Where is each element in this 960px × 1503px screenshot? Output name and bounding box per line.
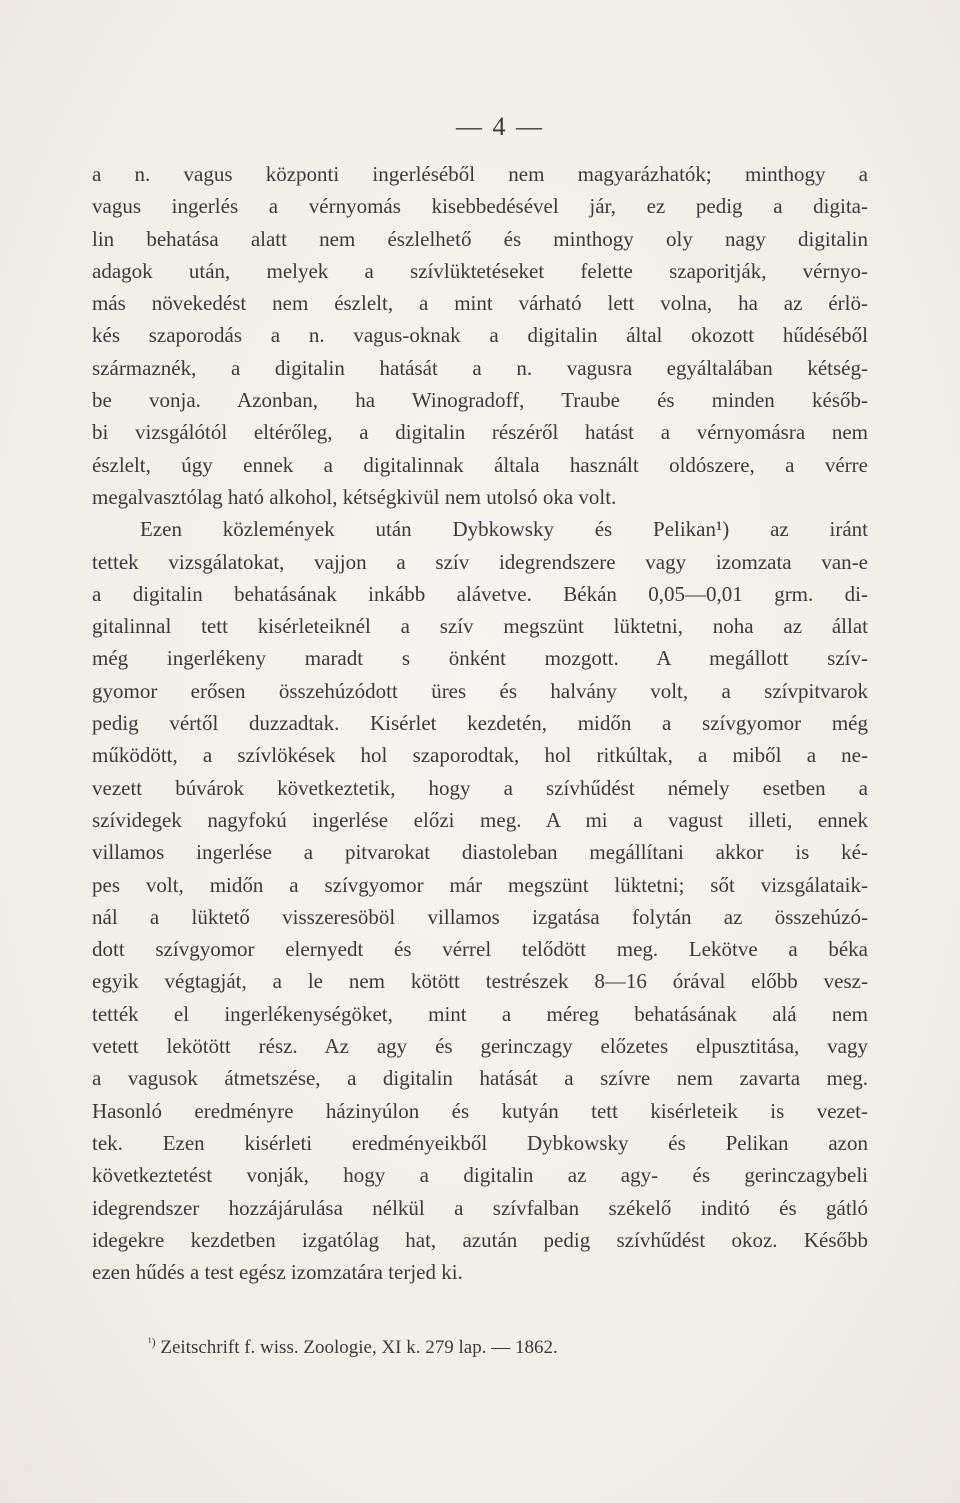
text-line: adagok után, melyek a szívlüktetéseket felette szaporitják, vérnyo-	[92, 258, 868, 283]
text-line: a vagusok átmetszése, a digitalin hatását a szívre nem zavarta meg.	[92, 1066, 868, 1091]
text-line: ezen hűdés a test egész izomzatára terjed ki.	[92, 1260, 463, 1285]
text-line: pes volt, midőn a szívgyomor már megszünt lüktetni; sőt vizsgálataik-	[92, 872, 868, 897]
text-line: lin behatása alatt nem észlelhető és minthogy oly nagy digitalin	[92, 226, 868, 251]
text-line: más növekedést nem észlelt, a mint várható lett volna, ha az érlö-	[92, 291, 868, 316]
footnote-text: Zeitschrift f. wiss. Zoologie, XI k. 279 lap. — 1862.	[160, 1337, 558, 1358]
text-line: nál a lüktető visszeresöböl villamos izgatása folytán az összehúzó-	[92, 904, 868, 929]
text-line: a digitalin behatásának inkább alávetve. Békán 0,05—0,01 grm. di-	[92, 581, 868, 606]
text-line: tették el ingerlékenységöket, mint a méreg behatásának alá nem	[92, 1001, 868, 1026]
text-line: Ezen közlemények után Dybkowsky és Pelikan¹) az iránt	[140, 517, 868, 542]
footnote-marker: ¹)	[148, 1335, 156, 1349]
body-text	[92, 158, 868, 1288]
text-line: gyomor erősen összehúzódott üres és halvány volt, a szívpitvarok	[92, 678, 868, 703]
text-line: tek. Ezen kisérleti eredményeikből Dybkowsky és Pelikan azon	[92, 1130, 868, 1155]
text-line: dott szívgyomor elernyedt és vérrel telődött meg. Lekötve a béka	[92, 937, 868, 962]
text-line: következtetést vonják, hogy a digitalin az agy- és gerinczagybeli	[92, 1163, 868, 1188]
text-line: idegekre kezdetben izgatólag hat, azután pedig szívhűdést okoz. Később	[92, 1227, 868, 1252]
text-line: be vonja. Azonban, ha Winogradoff, Traube és minden későb-	[92, 388, 868, 413]
text-line: villamos ingerlése a pitvarokat diastoleban megállítani akkor is ké-	[92, 840, 868, 865]
text-line: bi vizsgálótól eltérőleg, a digitalin részéről hatást a vérnyomásra nem	[92, 420, 868, 445]
text-line: vagus ingerlés a vérnyomás kisebbedésével jár, ez pedig a digita-	[92, 194, 868, 219]
text-line: vetett lekötött rész. Az agy és gerinczagy előzetes elpusztitása, vagy	[92, 1034, 868, 1059]
text-line: idegrendszer hozzájárulása nélkül a szívfalban székelő inditó és gátló	[92, 1195, 868, 1220]
text-line: vezett búvárok következtetik, hogy a szívhűdést némely esetben a	[92, 775, 868, 800]
text-line: gitalinnal tett kisérleteiknél a szív megszünt lüktetni, noha az állat	[92, 614, 868, 639]
text-line: még ingerlékeny maradt s önként mozgott. A megállott szív-	[92, 646, 868, 671]
text-line: kés szaporodás a n. vagus-oknak a digitalin által okozott hűdéséből	[92, 323, 868, 348]
text-line: származnék, a digitalin hatását a n. vagusra egyáltalában kétség-	[92, 355, 868, 380]
text-line: megalvasztólag ható alkohol, kétségkivül nem utolsó oka volt.	[92, 484, 617, 509]
text-line: tettek vizsgálatokat, vajjon a szív idegrendszere vagy izomzata van-e	[92, 549, 868, 574]
text-line: a n. vagus központi ingerléséből nem magyarázhatók; minthogy a	[92, 162, 868, 186]
text-line: Hasonló eredményre házinyúlon és kutyán tett kisérleteik is vezet-	[92, 1098, 868, 1123]
footnote	[148, 1335, 558, 1359]
text-line: működött, a szívlökések hol szaporodtak, hol ritkúltak, a miből a ne-	[92, 743, 868, 768]
page-number: — 4 —	[456, 112, 544, 141]
text-line: egyik végtagját, a le nem kötött testrészek 8—16 órával előbb vesz-	[92, 969, 868, 994]
text-line: észlelt, úgy ennek a digitalinnak általa használt oldószere, a vérre	[92, 452, 868, 477]
text-line: szívidegek nagyfokú ingerlése előzi meg. A mi a vagust illeti, ennek	[92, 807, 868, 832]
text-line: pedig vértől duzzadtak. Kisérlet kezdetén, midőn a szívgyomor még	[92, 711, 868, 736]
